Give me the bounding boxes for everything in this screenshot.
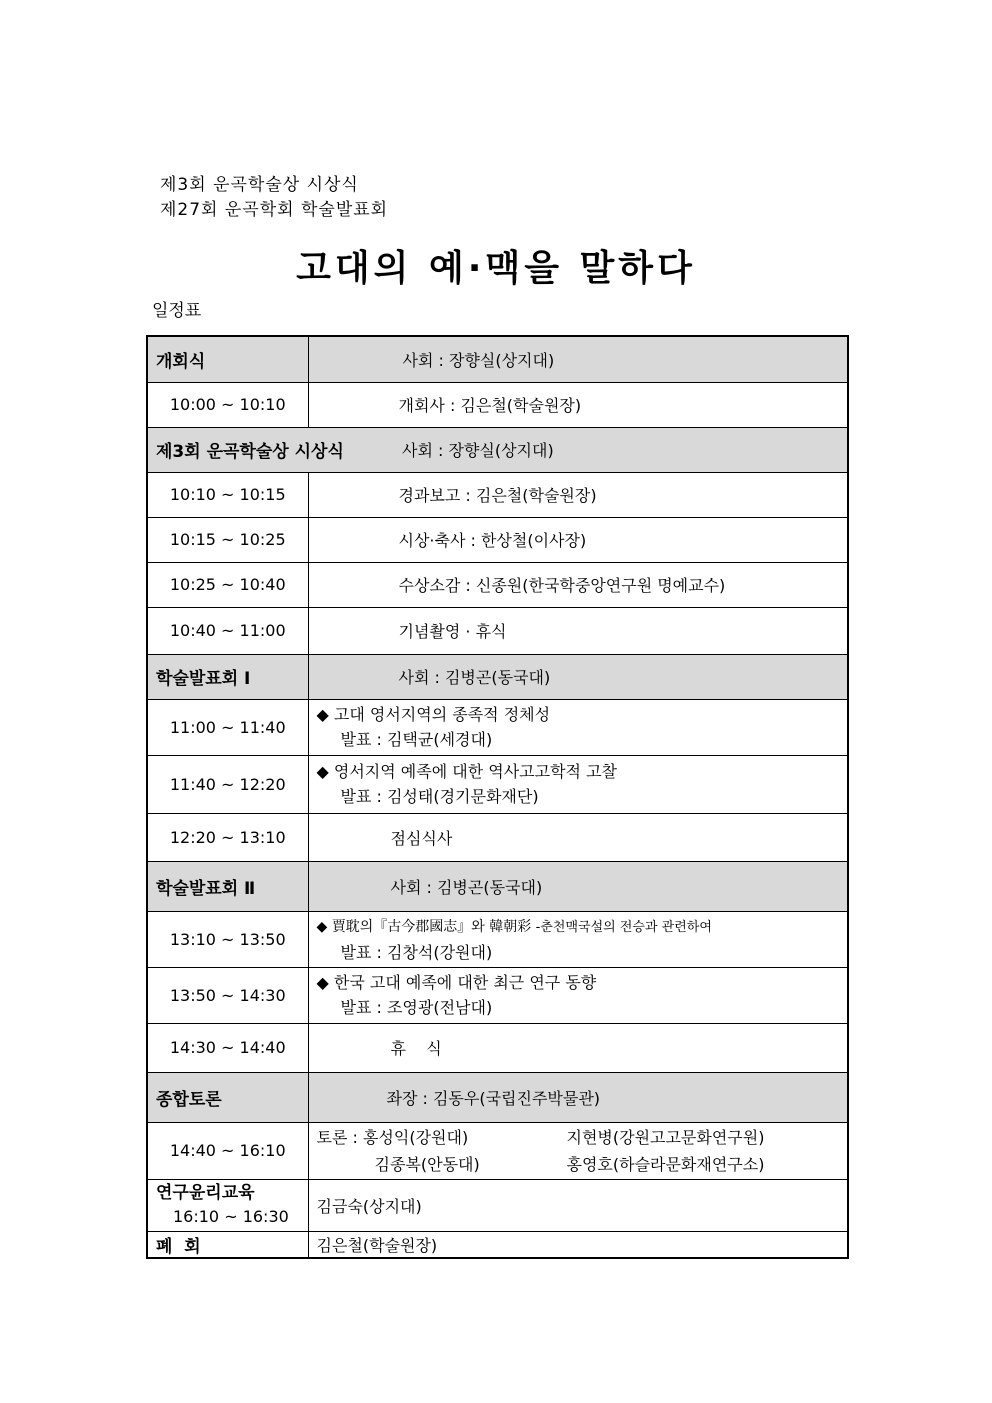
item-cell: 경과보고 : 김은철(학술원장) bbox=[308, 472, 848, 517]
presentation-topic: ◆ 영서지역 예족에 대한 역사고고학적 고찰 bbox=[316, 762, 617, 781]
table-row bbox=[147, 562, 848, 607]
time-cell: 11:40 ~ 12:20 bbox=[147, 755, 308, 813]
discussant: 김종복(안동대) bbox=[374, 1154, 480, 1174]
section-name: 학술발표회 Ⅱ bbox=[147, 861, 308, 911]
time-cell: 10:40 ~ 11:00 bbox=[147, 607, 308, 654]
section-name: 개회식 bbox=[147, 336, 308, 382]
section-row-discussion bbox=[147, 1072, 848, 1122]
table-row bbox=[147, 607, 848, 654]
table-row bbox=[147, 472, 848, 517]
discussant: 지현병(강원고고문화연구원) bbox=[566, 1127, 765, 1147]
section-host: 사회 : 장향실(상지대) bbox=[402, 441, 554, 460]
time-cell: 10:10 ~ 10:15 bbox=[147, 472, 308, 517]
event-line-conference: 제27회 운곡학회 학술발표회 bbox=[160, 200, 389, 220]
table-row bbox=[147, 1023, 848, 1072]
time-cell: 14:40 ~ 16:10 bbox=[147, 1122, 308, 1179]
time-cell: 14:30 ~ 14:40 bbox=[147, 1023, 308, 1072]
section-name: 제3회 운곡학술상 시상식 bbox=[156, 442, 344, 462]
item-cell: 수상소감 : 신종원(한국학중앙연구원 명예교수) bbox=[308, 562, 848, 607]
time-cell: 12:20 ~ 13:10 bbox=[147, 813, 308, 861]
section-name: 폐 회 bbox=[147, 1231, 308, 1258]
section-row-award bbox=[147, 427, 848, 472]
section-name: 종합토론 bbox=[147, 1072, 308, 1122]
presentation-topic: ◆ 한국 고대 예족에 대한 최근 연구 동향 bbox=[316, 973, 597, 992]
discussant: 홍영호(하슬라문화재연구소) bbox=[566, 1154, 765, 1174]
section-name: 연구윤리교육 bbox=[156, 1183, 255, 1203]
presentation-topic: ◆ 고대 영서지역의 종족적 정체성 bbox=[316, 705, 551, 724]
time-cell: 10:25 ~ 10:40 bbox=[147, 562, 308, 607]
section-host: 사회 : 김병곤(동국대) bbox=[308, 654, 848, 699]
time-cell: 10:15 ~ 10:25 bbox=[147, 517, 308, 562]
presentation-topic bbox=[317, 913, 848, 940]
presenter: 발표 : 김창석(강원대) bbox=[340, 943, 493, 962]
document-title: 고대의 예·맥을 말하다 bbox=[296, 248, 696, 289]
section-host: 좌장 : 김동우(국립진주박물관) bbox=[308, 1072, 848, 1122]
presenter: 발표 : 김택균(세경대) bbox=[340, 730, 493, 749]
topic-title: ◆ 賈耽의『古今郡國志』와 韓朝彩 bbox=[316, 919, 536, 935]
table-row bbox=[147, 813, 848, 861]
presenter: 발표 : 김성태(경기문화재단) bbox=[340, 787, 539, 806]
table-row-ethics bbox=[147, 1179, 848, 1231]
section-host: 사회 : 장향실(상지대) bbox=[308, 336, 848, 382]
time-cell: 16:10 ~ 16:30 bbox=[173, 1207, 289, 1226]
item-cell: 김은철(학술원장) bbox=[308, 1231, 848, 1258]
table-row bbox=[147, 1122, 848, 1179]
item-cell: 시상·축사 : 한상철(이사장) bbox=[308, 517, 848, 562]
section-name: 학술발표회 Ⅰ bbox=[147, 654, 308, 699]
time-cell: 13:10 ~ 13:50 bbox=[147, 911, 308, 967]
section-row-opening bbox=[147, 336, 848, 382]
section-row-session-1 bbox=[147, 654, 848, 699]
item-cell: 기념촬영 · 휴식 bbox=[308, 607, 848, 654]
topic-subtitle: -춘천맥국설의 전승과 관련하여 bbox=[535, 920, 712, 935]
discussant: 토론 : 홍성익(강원대) bbox=[316, 1127, 469, 1147]
event-line-award: 제3회 운곡학술상 시상식 bbox=[160, 175, 359, 195]
table-row bbox=[147, 911, 848, 967]
table-row bbox=[147, 699, 848, 755]
section-row-session-2 bbox=[147, 861, 848, 911]
item-cell: 김금숙(상지대) bbox=[308, 1179, 848, 1231]
table-row bbox=[147, 382, 848, 427]
item-cell: 개회사 : 김은철(학술원장) bbox=[308, 382, 848, 427]
item-cell: 휴 식 bbox=[308, 1023, 848, 1072]
time-cell: 13:50 ~ 14:30 bbox=[147, 967, 308, 1023]
schedule-table bbox=[146, 335, 849, 1259]
schedule-label: 일정표 bbox=[152, 301, 202, 321]
table-row bbox=[147, 967, 848, 1023]
section-host: 사회 : 김병곤(동국대) bbox=[308, 861, 848, 911]
time-cell: 11:00 ~ 11:40 bbox=[147, 699, 308, 755]
presenter: 발표 : 조영광(전남대) bbox=[340, 998, 493, 1017]
table-row bbox=[147, 755, 848, 813]
table-row bbox=[147, 517, 848, 562]
time-cell: 10:00 ~ 10:10 bbox=[147, 382, 308, 427]
item-cell: 점심식사 bbox=[308, 813, 848, 861]
table-row-closing bbox=[147, 1231, 848, 1258]
